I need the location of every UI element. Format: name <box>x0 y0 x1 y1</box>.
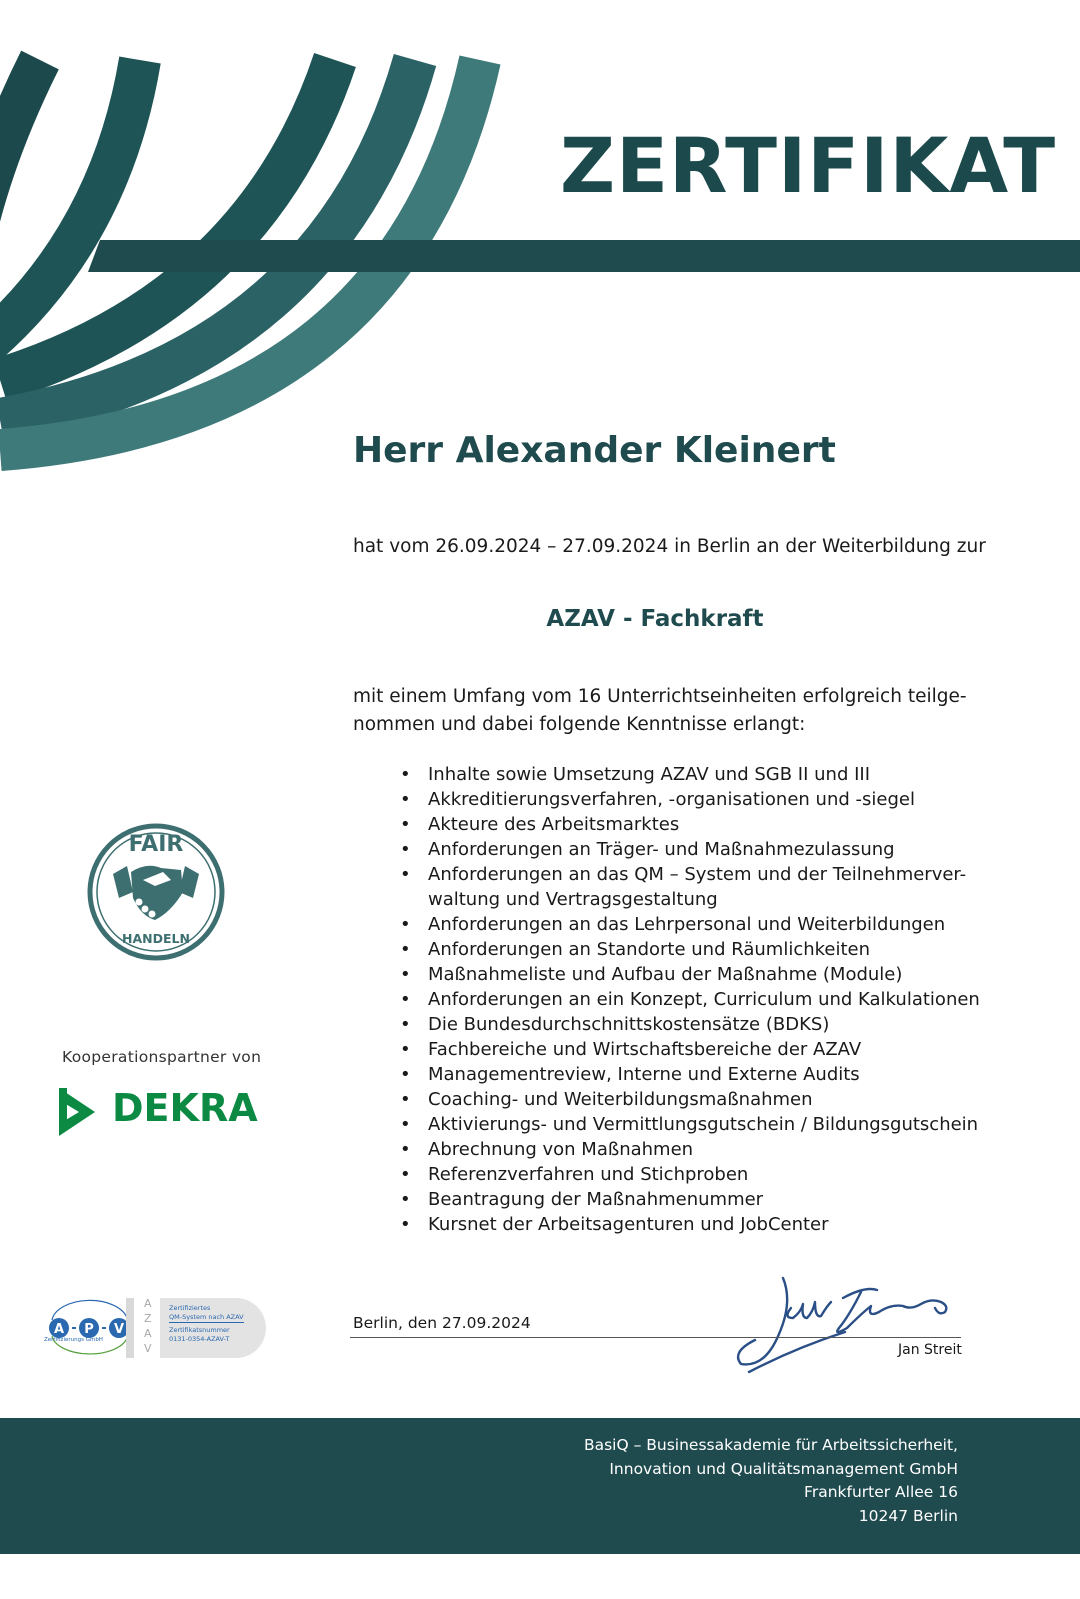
skill-item: • Anforderungen an Träger- und Maßnahmezulassung <box>400 837 980 862</box>
intro-text: hat vom 26.09.2024 – 27.09.2024 in Berlin an der Weiterbildung zur <box>353 536 986 557</box>
apv-subtitle: Zertifizierungs GmbH <box>44 1337 103 1343</box>
dekra-logo-icon <box>55 1086 99 1138</box>
signature-line <box>350 1337 961 1338</box>
skill-item: • Referenzverfahren und Stichproben <box>400 1162 980 1187</box>
skill-item: • Akkreditierungsverfahren, -organisationen und -siegel <box>400 787 980 812</box>
partner-label: Kooperationspartner von <box>62 1048 262 1066</box>
footer-line: Frankfurter Allee 16 <box>804 1483 958 1501</box>
handshake-icon <box>111 858 201 928</box>
seal-divider <box>126 1298 134 1358</box>
apv-letter: P <box>84 1322 94 1337</box>
skill-item-line-2: waltung und Vertragsgestaltung <box>428 889 718 910</box>
fair-label: FAIR <box>128 832 184 857</box>
handwritten-signature <box>735 1272 960 1382</box>
place-date: Berlin, den 27.09.2024 <box>353 1314 531 1332</box>
scope-line-2: nommen und dabei folgende Kenntnisse erlangt: <box>353 714 806 735</box>
skill-item <box>400 862 980 912</box>
skill-item-line-1: • Anforderungen an das QM – System und der Teilnehmerver- <box>428 864 967 885</box>
azav-letters: A Z A V <box>144 1297 152 1355</box>
skills-list <box>400 762 980 1237</box>
scope-line-1: mit einem Umfang vom 16 Unterrichtseinheiten erfolgreich teilge- <box>353 686 967 707</box>
certificate-title: ZERTIFIKAT <box>560 121 1057 210</box>
apv-letter: V <box>113 1322 125 1337</box>
skill-item: • Aktivierungs- und Vermittlungsgutschein / Bildungsgutschein <box>400 1112 980 1137</box>
footer-line: 10247 Berlin <box>858 1506 958 1525</box>
footer-line: BasiQ – Businessakademie für Arbeitssicherheit, <box>583 1436 958 1454</box>
apv-letter: A <box>53 1322 65 1337</box>
handeln-label: HANDELN <box>122 931 190 946</box>
course-title: AZAV - Fachkraft <box>546 606 764 632</box>
skill-item: • Managementreview, Interne und Externe Audits <box>400 1062 980 1087</box>
skill-item: • Abrechnung von Maßnahmen <box>400 1137 980 1162</box>
dekra-logo-text: DEKRA <box>112 1086 258 1130</box>
skill-item: • Die Bundesdurchschnittskostensätze (BDKS) <box>400 1012 980 1037</box>
skill-item: • Inhalte sowie Umsetzung AZAV und SGB II und III <box>400 762 980 787</box>
apv-seal-icon <box>42 1296 137 1358</box>
skill-item: • Coaching- und Weiterbildungsmaßnahmen <box>400 1087 980 1112</box>
footer-line: Innovation und Qualitätsmanagement GmbH <box>609 1459 958 1478</box>
skill-item: • Anforderungen an Standorte und Räumlichkeiten <box>400 937 980 962</box>
skill-item: • Anforderungen an das Lehrpersonal und Weiterbildungen <box>400 912 980 937</box>
skill-item: • Beantragung der Maßnahmenummer <box>400 1187 980 1212</box>
scope-text <box>353 683 967 739</box>
footer-address <box>584 1434 958 1528</box>
skill-item: • Fachbereiche und Wirtschaftsbereiche der AZAV <box>400 1037 980 1062</box>
skill-item: • Akteure des Arbeitsmarktes <box>400 812 980 837</box>
skill-item: • Maßnahmeliste und Aufbau der Maßnahme (Module) <box>400 962 980 987</box>
signer-name: Jan Streit <box>898 1342 962 1358</box>
azav-seal-text: Zertifiziertes QM-System nach AZAV Zertifikatsnummer 0131-0354-AZAV-T <box>169 1304 244 1343</box>
skill-item: • Anforderungen an ein Konzept, Curriculum und Kalkulationen <box>400 987 980 1012</box>
recipient-name: Herr Alexander Kleinert <box>353 430 836 471</box>
skill-item: • Kursnet der Arbeitsagenturen und JobCenter <box>400 1212 980 1237</box>
